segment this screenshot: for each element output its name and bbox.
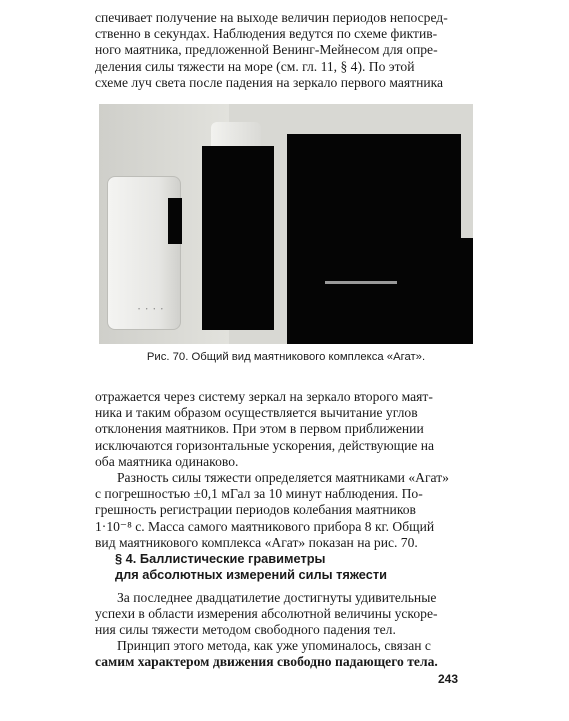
text-line: с погрешностью ±0,1 мГал за 10 минут наблюдения. По- — [95, 486, 423, 502]
text-line: Разность силы тяжести определяется маятниками «Агат» — [117, 470, 449, 485]
text-line: ственно в секундах. Наблюдения ведутся по схеме фиктив- — [95, 26, 438, 42]
gray-line-marker — [325, 281, 397, 284]
figure-photo-agat — [99, 104, 473, 344]
text-line: оба маятника одинаково. — [95, 453, 239, 469]
text-line: Принцип этого метода, как уже упоминалось, связан с — [117, 638, 431, 653]
bottom-paragraph-2 — [95, 638, 473, 670]
redacted-block-center — [202, 146, 274, 330]
section-heading-line: для абсолютных измерений силы тяжести — [115, 567, 387, 582]
redacted-block-right — [287, 134, 461, 344]
text-line: отражается через систему зеркал на зеркало второго маят- — [95, 389, 433, 404]
text-line: успехи в области измерения абсолютной величины ускоре- — [95, 606, 438, 622]
middle-paragraph-2 — [95, 470, 473, 551]
text-line: спечивает получение на выходе величин периодов непосред- — [95, 10, 448, 25]
text-line: За последнее двадцатилетие достигнуты удивительные — [117, 590, 437, 605]
bottom-paragraph-1 — [95, 590, 473, 639]
text-line: вид маятникового комплекса «Агат» показан на рис. 70. — [95, 534, 418, 550]
cabinet-indicators: • • • • — [138, 307, 165, 313]
redacted-block-small — [168, 198, 182, 244]
section-heading — [115, 551, 473, 583]
text-line: самим характером движения свободно падающего тела. — [95, 654, 438, 670]
top-paragraph — [95, 10, 473, 91]
text-line: ника и таким образом осуществляется вычитание углов — [95, 405, 418, 421]
text-line: схеме луч света после падения на зеркало первого маятника — [95, 74, 444, 90]
text-line: деления силы тяжести на море (см. гл. 11, § 4). По этой — [95, 58, 415, 74]
text-line: ного маятника, предложенной Венинг-Мейнесом для опре- — [95, 42, 438, 58]
figure-caption: Рис. 70. Общий вид маятникового комплекса «Агат». — [146, 351, 426, 363]
section-heading-line: § 4. Баллистические гравиметры — [115, 551, 326, 566]
text-line: исключаются горизонтальные ускорения, действующие на — [95, 437, 435, 453]
text-line: грешность регистрации периодов колебания маятников — [95, 502, 416, 518]
text-line: ния силы тяжести методом свободного падения тел. — [95, 622, 396, 638]
text-line: 1·10⁻⁸ с. Масса самого маятникового прибора 8 кг. Общий — [95, 518, 435, 534]
redacted-block-edge — [455, 238, 473, 344]
page-number: 243 — [438, 672, 459, 686]
middle-paragraph-1 — [95, 389, 473, 470]
text-line: отклонения маятников. При этом в первом приближении — [95, 421, 424, 437]
